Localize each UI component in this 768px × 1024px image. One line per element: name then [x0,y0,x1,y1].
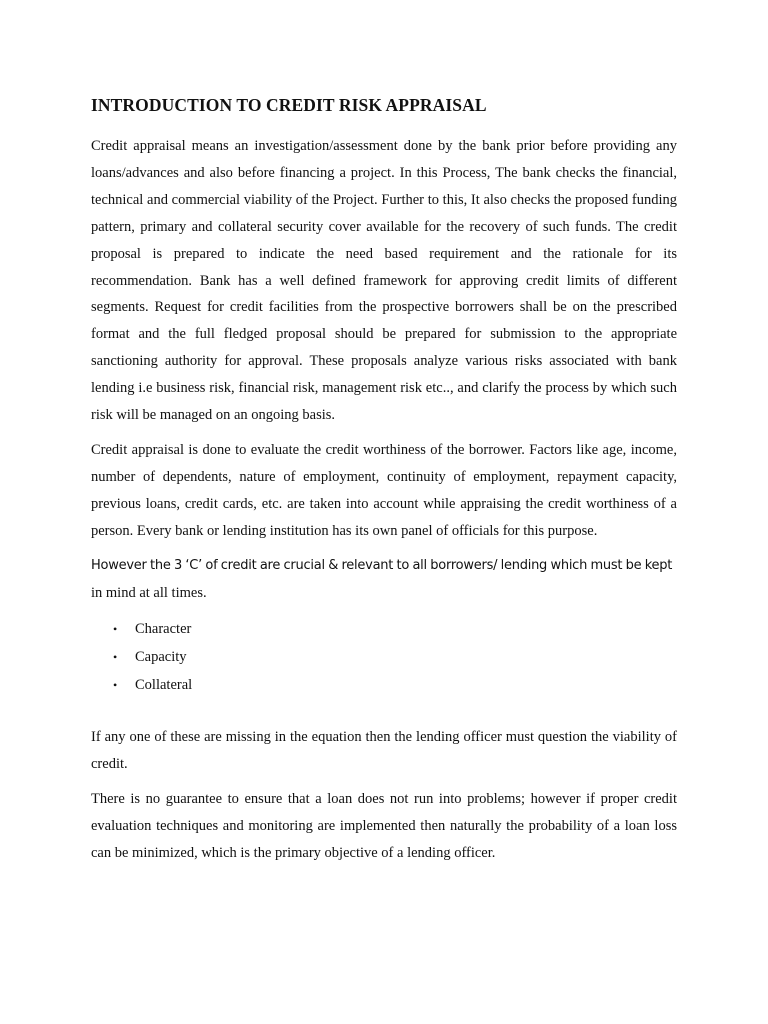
paragraph-credit-worthiness: Credit appraisal is done to evaluate the credit worthiness of the borrower. Factors like age, income, number of dependents, nature of employment, continuity of employment, repayment capacity, previous loans, credit cards, etc. are taken into account while appraising the credit worthiness of a person. Every bank or lending institution has its own panel of officials for this purpose. [91,441,677,539]
list-item-label: Capacity [135,649,187,666]
bullet-icon: • [113,650,118,665]
list-item-capacity [113,643,677,671]
document-title: INTRODUCTION TO CREDIT RISK APPRAISAL [91,95,487,115]
three-c-list [91,615,677,699]
three-c-intro-text: However the 3 ‘C’ of credit are crucial & relevant to all borrowers/ lending which must be kept [91,557,673,573]
bullet-icon: • [113,678,118,693]
paragraph-three-c-intro [91,553,677,608]
list-item-label: Character [135,621,192,638]
paragraph-credit-appraisal-definition: Credit appraisal means an investigation/assessment done by the bank prior before providing any loans/advances and also before financing a project. In this Process, The bank checks the financial, technical and commercial viability of the Project. Further to this, It also checks the proposed funding pattern, primary and collateral security cover available for the recovery of such funds. The credit proposal is prepared to indicate the need based requirement and the rationale for its recommendation. Bank has a well defined framework for approving credit limits of different segments. Request for credit facilities from the prospective borrowers shall be on the prescribed format and the full fledged proposal should be prepared for submission to the appropriate sanctioning authority for approval. These proposals analyze various risks associated with bank lending i.e business risk, financial risk, management risk etc.., and clarify the process by which such risk will be managed on an ongoing basis. [91,138,677,424]
three-c-intro-tail: in mind at all times. [91,584,207,601]
list-item-character [113,615,677,643]
list-item-collateral [113,671,677,699]
paragraph-loan-loss: There is no guarantee to ensure that a loan does not run into problems; however if proper credit evaluation techniques and monitoring are implemented then naturally the probability of a loan loss can be minimized, which is the primary objective of a lending officer. [91,791,677,862]
paragraph-missing-c: If any one of these are missing in the equation then the lending officer must question the viability of credit. [91,729,677,773]
list-item-label: Collateral [135,677,193,694]
bullet-icon: • [113,622,118,637]
